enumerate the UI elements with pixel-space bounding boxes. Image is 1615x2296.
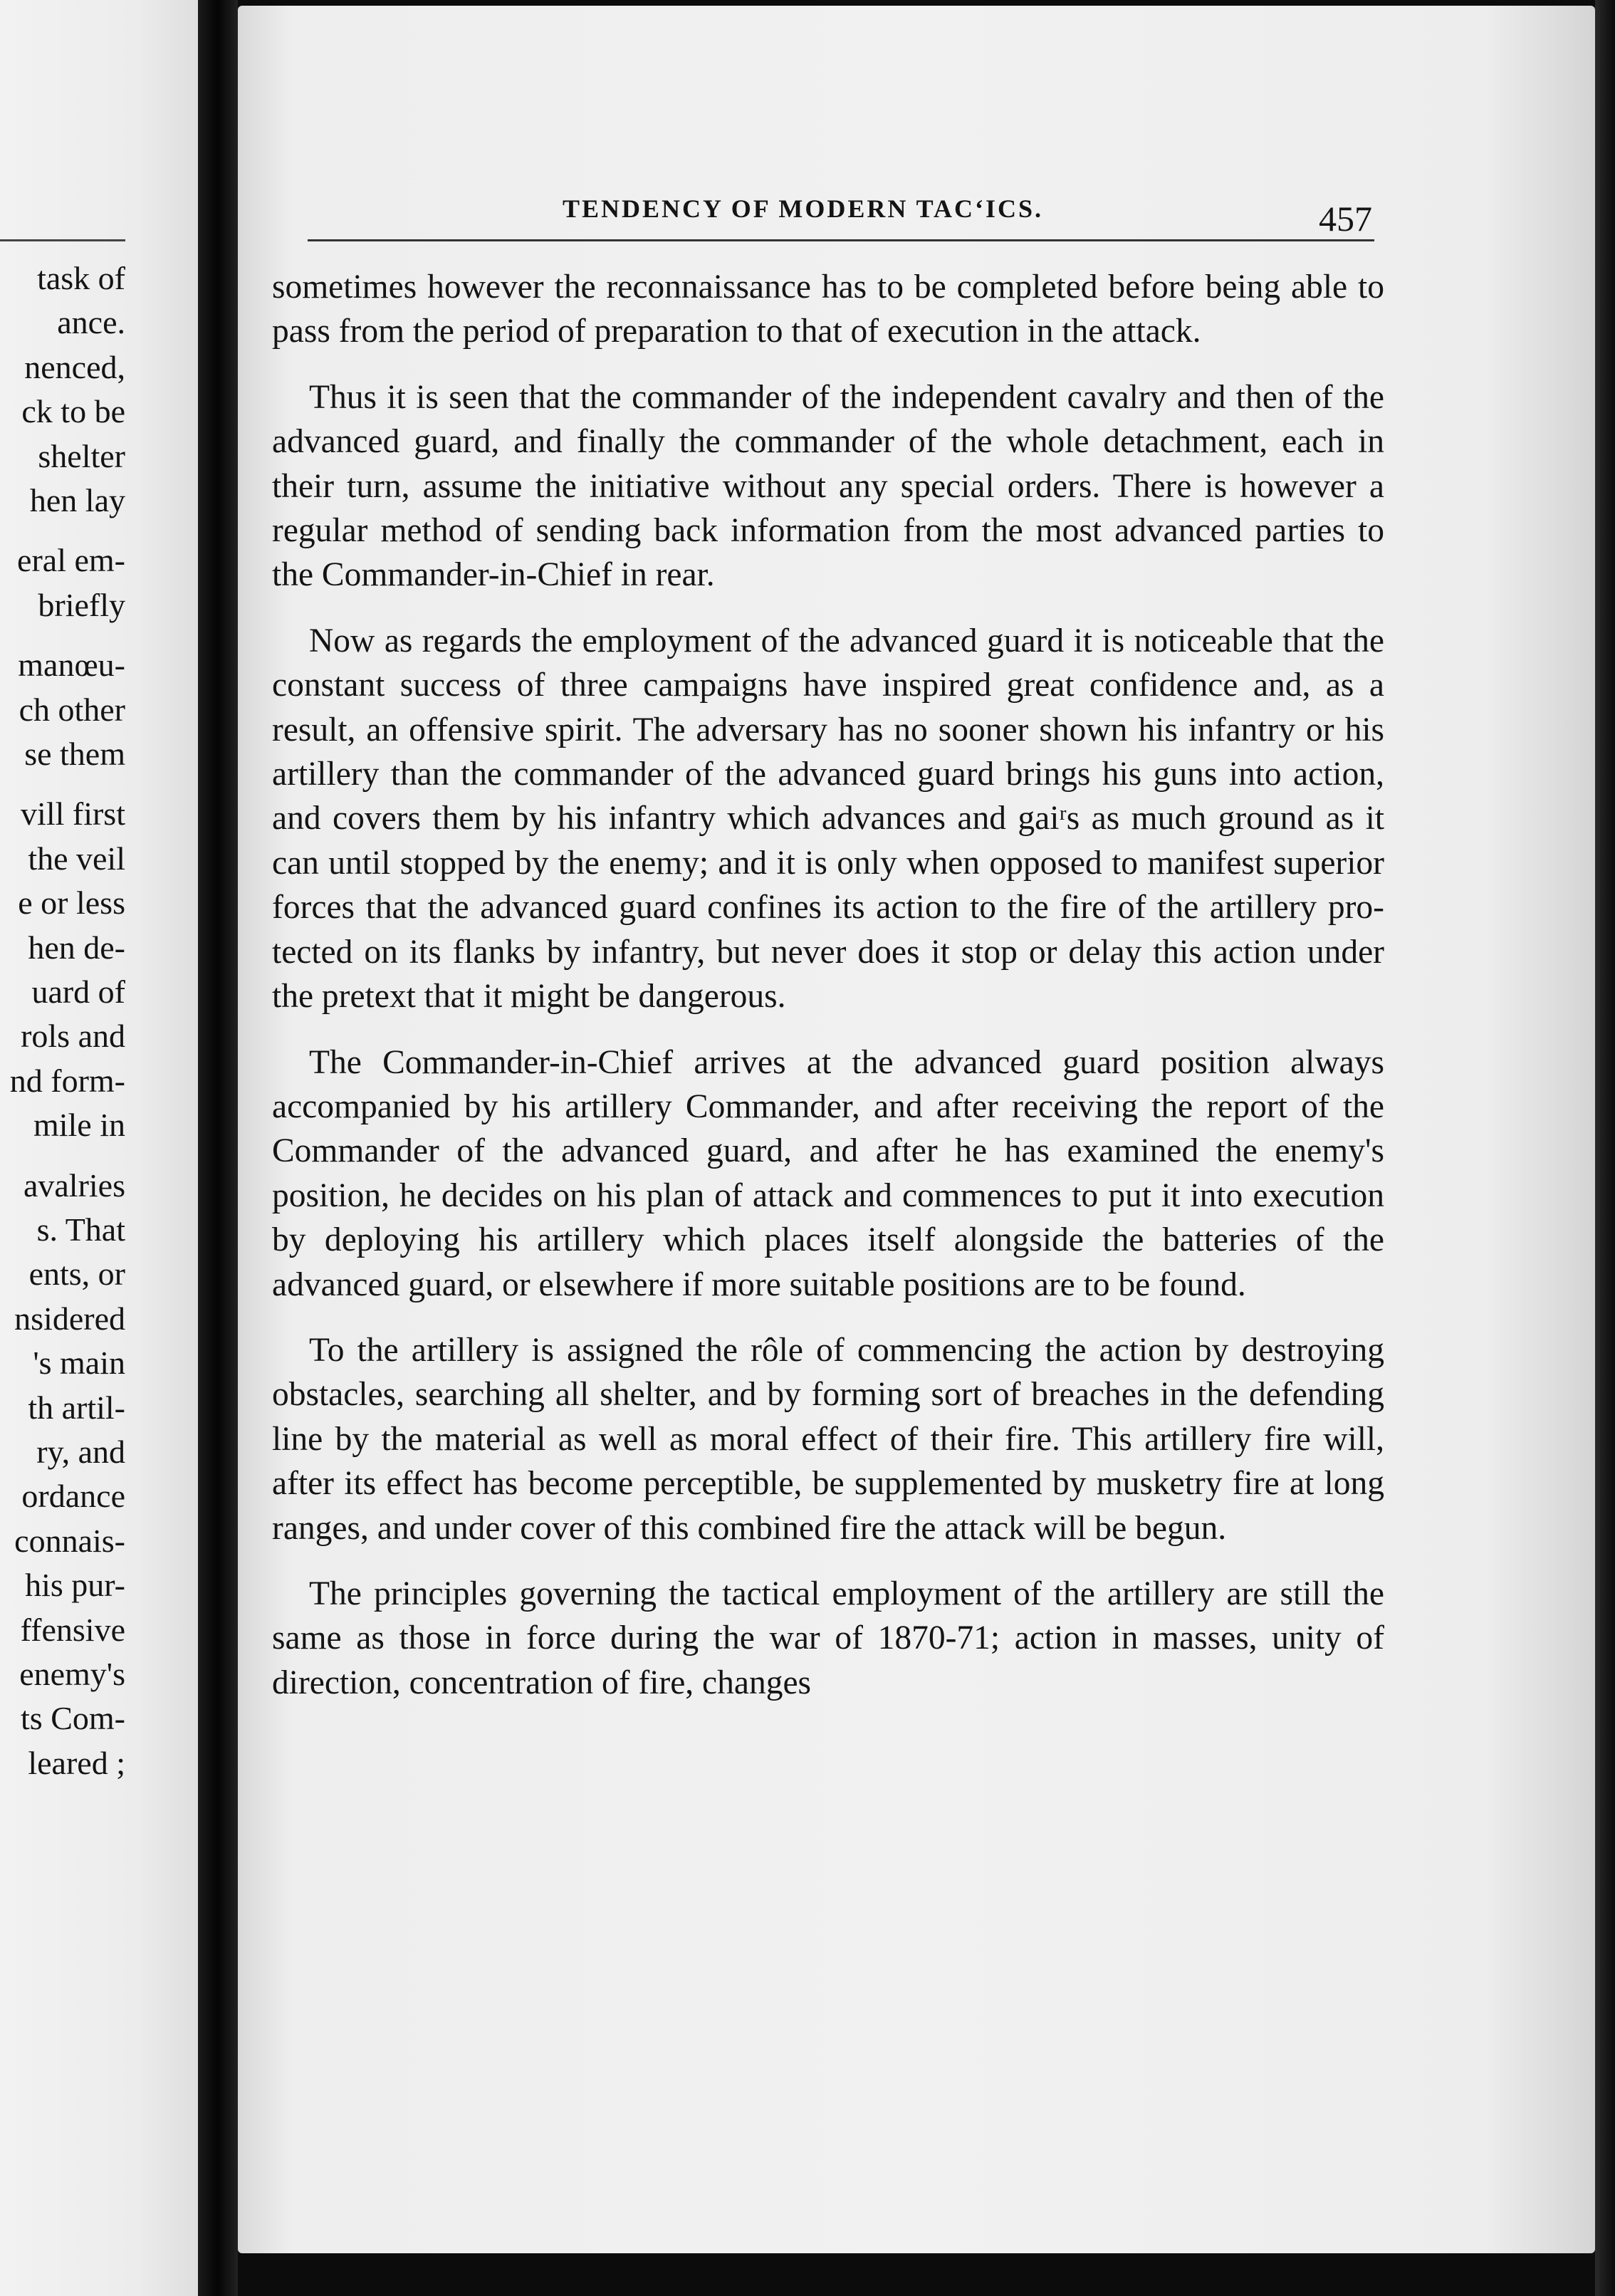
left-page-line: ance. — [57, 304, 125, 341]
left-page-line: 's main — [33, 1345, 125, 1382]
paragraph-2: Thus it is seen that the commander of the independent cavalry and then of the advanced guard, and finally the commander of the whole detachment, each in their turn, assume the initiative without any special orders. There is however a regular method of sending back information from the most advanced parties to the Commander-in-Chief in rear. — [272, 378, 1384, 594]
left-page-line: leared ; — [28, 1744, 125, 1781]
left-page-line: hen de- — [28, 929, 125, 966]
left-page-line: th artil- — [28, 1389, 125, 1426]
paragraph-4: The Commander-in-Chief arrives at the advanced guard position always accompanied by his artillery Commander, and after receiving the report of the Commander of the advanced guard, and after he has examined the enemy's position, he decides on his plan of attack and commences to put it into execution by deploying his artillery which places itself alongside the batteries of the advanced guard, or elsewhere if more suitable positions are to be found. — [272, 1043, 1384, 1303]
left-page-line: nsidered — [14, 1300, 125, 1337]
left-page-line: nd form- — [9, 1062, 125, 1099]
left-page-line: mile in — [33, 1107, 125, 1144]
book-gutter — [198, 0, 238, 2296]
left-page-line: ents, or — [28, 1256, 125, 1293]
left-page-line: rols and — [21, 1018, 125, 1055]
left-page-line: avalries — [23, 1167, 125, 1204]
left-page-line: briefly — [38, 586, 125, 623]
running-head: TENDENCY OF MODERN TAC‘ICS. — [563, 194, 1044, 223]
left-facing-page — [0, 0, 198, 2296]
left-page-line: e or less — [18, 885, 125, 922]
paragraph-3: Now as regards the employment of the advanced guard it is noticeable that the constant success of three campaigns have inspired great confidence and, as a result, an offensive spirit. The adversary has no sooner shown his infantry or his artillery than the commander of the advanced guard brings his guns into action, and covers them by his infantry which advances and gaiʳs as much ground as it can until stopped by the enemy; and it is only when opposed to manifest superior forces that the advanced guard confines its action to the fire of the artillery protected on its flanks by infantry, but never does it stop or delay this action under the pretext that it might be dangerous. — [272, 622, 1384, 1016]
left-page-line: uard of — [31, 974, 125, 1010]
left-page-line: ry, and — [36, 1434, 125, 1470]
left-page-line: hen lay — [29, 482, 125, 518]
left-page-line: manœu- — [18, 647, 125, 684]
left-page-line: s. That — [36, 1211, 125, 1248]
left-page-line: ch other — [19, 691, 125, 728]
paragraph-5: To the artillery is assigned the rôle of commencing the action by destroying obstacles, searching all shelter, and by forming sort of breaches in the defending line by the material as well as moral effect of their fire. This artillery fire will, after its effect has become perceptible, be supplemented by musketry fire at long ranges, and under cover of this combined fire the attack will be begun. — [272, 1331, 1384, 1547]
left-page-line: ffensive — [20, 1611, 125, 1648]
left-page-line: ordance — [21, 1478, 125, 1515]
left-page-line: his pur- — [25, 1567, 125, 1604]
left-page-line: se them — [24, 736, 125, 772]
page-number: 457 — [1319, 199, 1372, 239]
left-page-line: vill first — [21, 795, 125, 833]
left-page-line: ck to be — [21, 393, 125, 430]
left-page-line: the veil — [28, 840, 125, 877]
page-edge-shadow — [1595, 0, 1615, 2296]
paragraph-6: The principles governing the tactical employment of the artillery are still the same as those in force during the war of 1870-71; action in masses, unity of direction, concentration of fire, changes — [272, 1575, 1384, 1701]
left-page-line: eral em- — [17, 542, 125, 579]
left-page-line: enemy's — [19, 1656, 125, 1692]
left-page-line: ts Com- — [21, 1700, 125, 1737]
header-rule — [308, 239, 1374, 241]
left-page-line: connais- — [14, 1522, 125, 1559]
left-page-line: task of — [37, 260, 125, 296]
paragraph-1: sometimes however the reconnaissance has to be completed before being able to pass from the period of preparation to that of execution in the attack. — [272, 268, 1384, 350]
left-page-line: shelter — [38, 437, 125, 474]
body-text — [272, 265, 1384, 1726]
left-page-line: nenced, — [24, 348, 125, 385]
left-page-header-rule — [0, 239, 125, 241]
